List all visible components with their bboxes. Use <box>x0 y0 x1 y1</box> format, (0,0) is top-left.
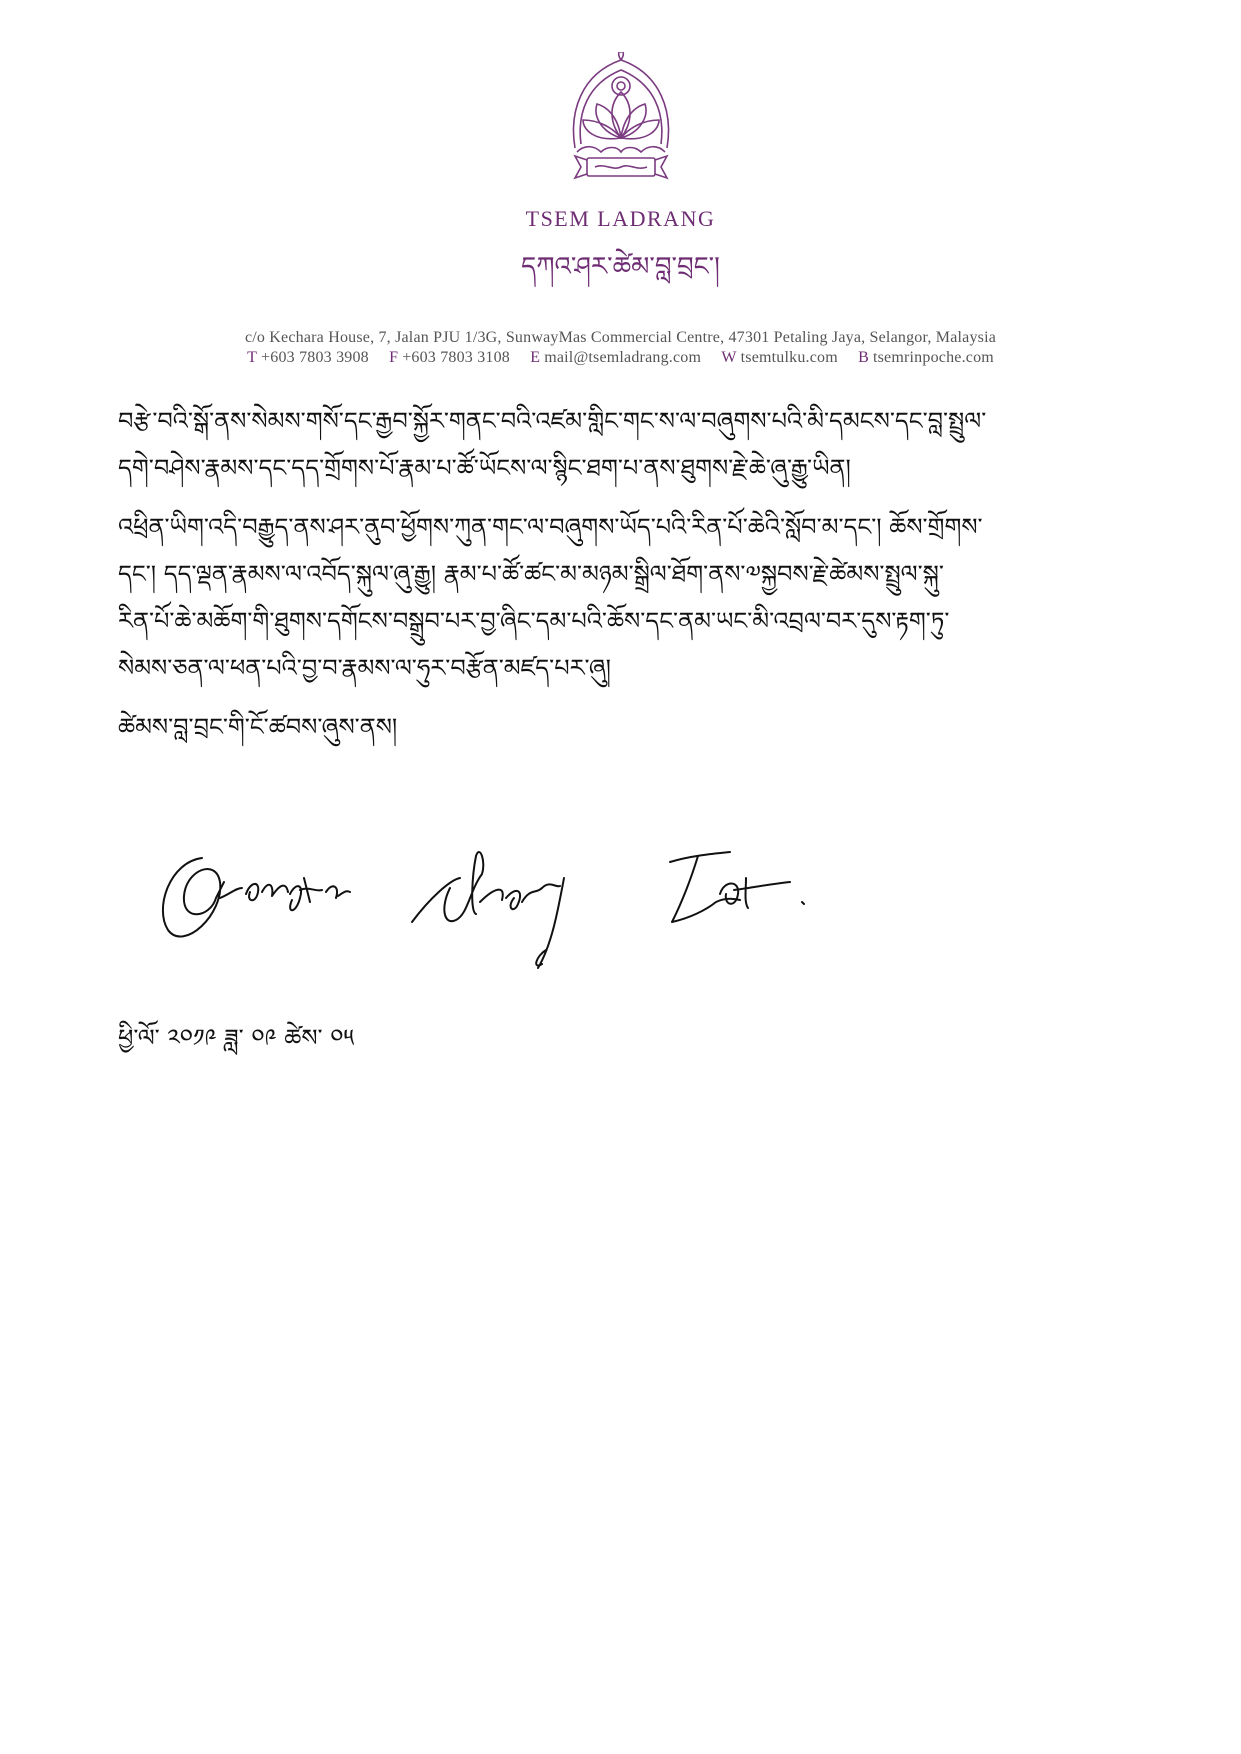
contact-blog: B tsemrinpoche.com <box>858 349 994 366</box>
contact-fax: F +603 7803 3108 <box>389 349 511 366</box>
paragraph-thanks <box>118 398 1128 492</box>
contact-email: E mail@tsemladrang.com <box>530 349 702 366</box>
signature-3 <box>670 852 804 922</box>
paragraph-appeal <box>118 504 1128 692</box>
paragraph-line: རིན་པོ་ཆེ་མཆོག་གི་ཐུགས་དགོངས་བསྒྲུབ་པར་བྱ་ཞིང་དམ་པའི་ཆོས་དང་ནམ་ཡང་མི་འབྲལ་བར་དུས་རྟག་ཏུ་ <box>118 607 950 635</box>
organization-name: TSEM LADRANG <box>525 206 716 231</box>
closing-line: ཚེམས་བླ་བྲང་གི་ངོ་ཚབས་ཞུས་ནས། <box>118 713 398 741</box>
signature-2 <box>412 852 564 968</box>
organization-name-tibetan: དཀའ་ཤར་ཚེམ་བླ་བྲང་། <box>521 252 720 282</box>
paragraph-line: འཕྲིན་ཡིག་འདི་བརྒྱུད་ནས་ཤར་ནུབ་ཕྱོགས་ཀུན་གང་ལ་བཞུགས་ཡོད་པའི་རིན་པོ་ཆེའི་སློབ་མ་དང་། ཆོས་གྲོགས་ <box>118 513 983 541</box>
contact-line <box>0 349 1241 367</box>
paragraph-line: དགེ་བཤེས་རྣམས་དང་དད་གྲོགས་པོ་རྣམ་པ་ཚོ་ཡོངས་ལ་སྙིང་ཐག་པ་ནས་ཐུགས་རྗེ་ཆེ་ཞུ་རྒྱུ་ཡིན། <box>118 454 851 482</box>
lotus-emblem-icon <box>561 52 681 184</box>
letter-date: ཕྱི་ལོ་ ༢༠༡༩ ཟླ་ ༠༩ ཚེས་ ༠༥ <box>118 1024 355 1052</box>
paragraph-line: སེམས་ཅན་ལ་ཕན་པའི་བྱ་བ་རྣམས་ལ་ཧུར་བརྩོན་མཛད་པར་ཞུ། <box>118 654 612 682</box>
paragraph-line: བརྩེ་བའི་སྒོ་ནས་སེམས་གསོ་དང་རྒྱབ་སྐྱོར་གནང་བའི་འཛམ་གླིང་གང་ས་ལ་བཞུགས་པའི་མི་དམངས་དང་བླ་སྤྲུལ་ <box>118 407 987 435</box>
contact-telephone: T +603 7803 3908 <box>247 349 369 366</box>
paragraph-line: དང་། དད་ལྡན་རྣམས་ལ་འབོད་སྐུལ་ཞུ་རྒྱུ། རྣམ་པ་ཚོ་ཚང་མ་མཉམ་སྒྲིལ་ཐོག་ནས་༧སྐྱབས་རྗེ་ཚེམས་སྤྲུལ་སྐུ་ <box>118 560 944 588</box>
contact-website: W tsemtulku.com <box>721 349 838 366</box>
signature-1 <box>163 858 350 937</box>
letterhead <box>0 52 1241 367</box>
letter-body <box>118 398 1128 751</box>
postal-address: c/o Kechara House, 7, Jalan PJU 1/3G, SunwayMas Commercial Centre, 47301 Petaling Jaya, Selangor, Malaysia <box>244 329 997 346</box>
signatures <box>150 818 910 988</box>
